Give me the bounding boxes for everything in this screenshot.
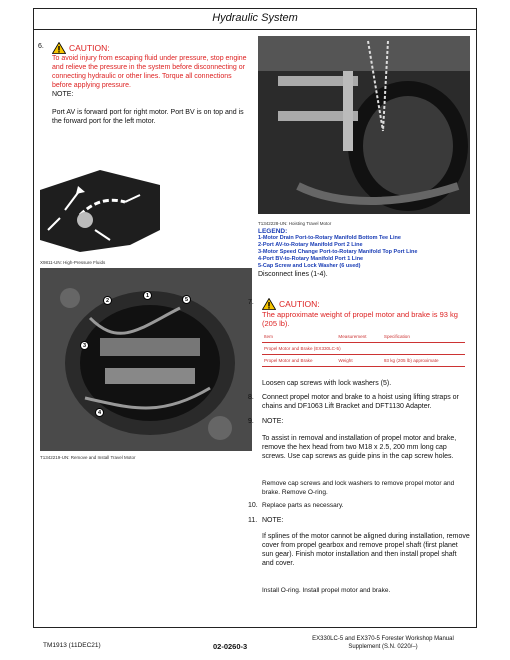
step-number: 10.: [248, 502, 258, 509]
step-number: 11.: [248, 517, 258, 524]
caution-text: To avoid injury from escaping fluid under pressure, stop engine and relieve the pressure in the system before disconnecting or connecting hydraulic or other lines. Torque all connections before applying pressure.: [52, 55, 247, 89]
table-cell: 93 kg (205 lb) approximate: [382, 355, 465, 367]
footer-page-number: 02-0260-3: [213, 642, 248, 651]
step-text: Connect propel motor and brake to a hoist using lifting straps or chains and DF1063 Lift Bracket and DFT1130 Adapter.: [262, 394, 459, 410]
callout-2: 2: [103, 296, 112, 305]
step-text: Replace parts as necessary.: [262, 502, 344, 509]
note-text: Port AV is forward port for right motor. Port BV is on top and is the forward port for the left motor.: [52, 109, 244, 125]
legend-title: LEGEND:: [258, 228, 288, 235]
step-9: [248, 417, 470, 461]
hoist-figure-caption: T1342228-UN: Hoisting Travel Motor: [258, 221, 332, 226]
legend: [258, 228, 473, 270]
caution-heading: [262, 298, 470, 310]
table-cell: Weight: [336, 355, 381, 367]
table-header: Item: [262, 331, 336, 343]
callout-5: 5: [182, 295, 191, 304]
legend-item: 1-Motor Drain Port-to-Rotary Manifold Bottom Tee Line: [258, 235, 401, 241]
page-title: Hydraulic System: [33, 8, 477, 30]
caution-text: The approximate weight of propel motor and brake is 93 kg (205 lb).: [262, 310, 458, 328]
caution-heading: [52, 42, 250, 54]
table-row: [262, 343, 465, 355]
right-steps: [248, 298, 470, 595]
note-label: NOTE:: [262, 517, 284, 524]
note-label: NOTE:: [262, 418, 284, 425]
table-cell: Propel Motor and Brake (EX330LC-5): [262, 343, 465, 355]
left-column: [38, 42, 250, 126]
table-header: Specification: [382, 331, 465, 343]
spec-table: [262, 331, 465, 367]
note-label: NOTE:: [52, 91, 74, 98]
step-number: 6.: [38, 43, 44, 50]
travel-motor-image: [40, 268, 252, 451]
disconnect-lines-text: Disconnect lines (1-4).: [258, 271, 328, 278]
legend-item: 5-Cap Screw and Lock Washer (6 used): [258, 263, 361, 269]
warning-triangle-icon: [262, 298, 276, 310]
remove-cap-screws-text: Remove cap screws and lock washers to remove propel motor and brake. Remove O-ring.: [262, 480, 455, 496]
footer-manual-title: EX330LC-5 and EX370-5 Forester Workshop Manual: [312, 636, 454, 642]
step-6: [38, 42, 250, 126]
install-oring-text: Install O-ring. Install propel motor and brake.: [262, 587, 391, 594]
legend-item: 4-Port BV-to-Rotary Manifold Port 1 Line: [258, 256, 364, 262]
table-cell: Propel Motor and Brake: [262, 355, 336, 367]
step-10: [248, 501, 470, 510]
travel-figure-caption: T1342219-UN: Remove and Install Travel Motor: [40, 455, 136, 460]
callout-4: 4: [95, 408, 104, 417]
legend-item: 3-Motor Speed Change Port-to-Rotary Manifold Top Port Line: [258, 249, 418, 255]
step-11: [248, 516, 470, 568]
table-row: [262, 355, 465, 367]
note-text: If splines of the motor cannot be aligned during installation, remove cover from propel gearbox and remove propel shaft (first planet sun gear). Finish motor installation and then install propel shaft and cover.: [262, 533, 470, 567]
step-7: [248, 298, 470, 367]
loosen-cap-screws-text: Loosen cap screws with lock washers (5).: [262, 380, 392, 387]
step-8: [248, 393, 470, 411]
warning-triangle-icon: [52, 42, 66, 54]
step-number: 8.: [248, 394, 254, 401]
table-header: Measurement: [336, 331, 381, 343]
callout-1: 1: [143, 291, 152, 300]
note-text: To assist in removal and installation of propel motor and brake, remove the hex head from two M18 x 2.5, 200 mm long cap screws. Use cap screws as guide pins in the cap screw holes.: [262, 435, 457, 460]
step-number: 9.: [248, 418, 254, 425]
footer-doc-id: TM1913 (11DEC21): [43, 642, 101, 649]
hoisting-motor-image: [258, 36, 470, 214]
footer-supplement: Supplement (S.N. 0220/–): [348, 644, 418, 650]
caution-label: CAUTION:: [69, 42, 110, 53]
caution-label: CAUTION:: [279, 298, 320, 309]
high-pressure-fluid-image: [40, 160, 160, 255]
fluid-figure-caption: X9811-UN: High-Pressure Fluids: [40, 260, 106, 265]
step-number: 7.: [248, 299, 254, 306]
table-header-row: [262, 331, 465, 343]
legend-item: 2-Port AV-to-Rotary Manifold Port 2 Line: [258, 242, 363, 248]
callout-3: 3: [80, 341, 89, 350]
